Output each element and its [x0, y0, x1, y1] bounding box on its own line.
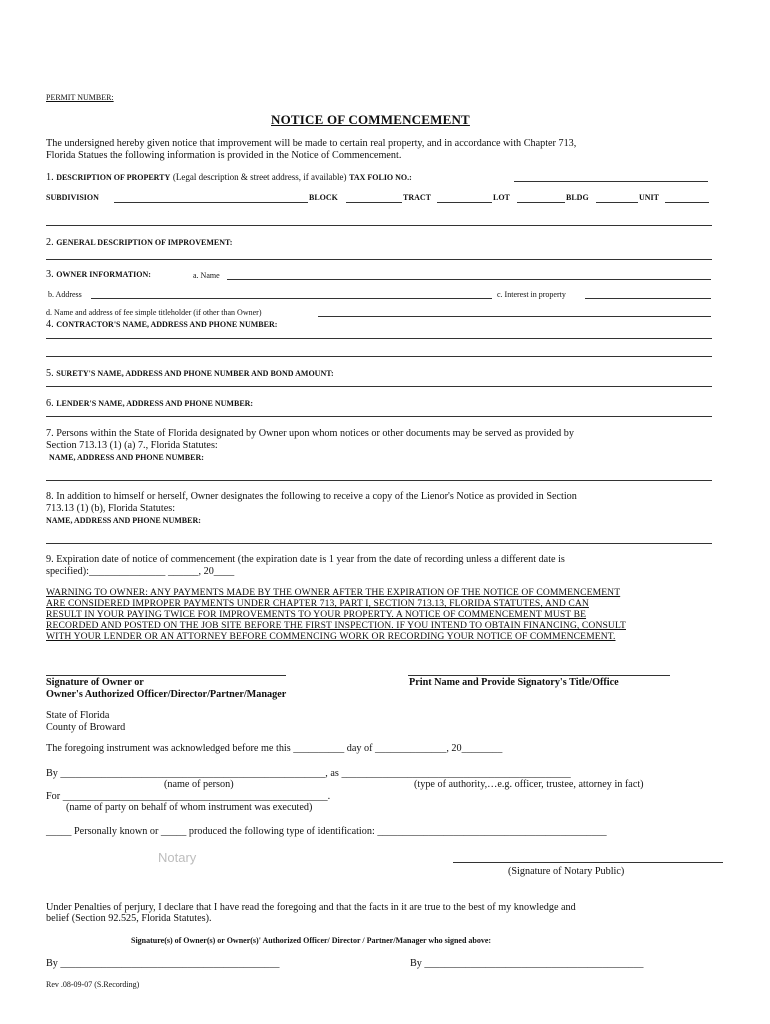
- page-title: NOTICE OF COMMENCEMENT: [271, 112, 470, 127]
- section-6-heading: [46, 398, 253, 409]
- section-9-text-2[interactable]: specified):_______________ ______, 20____: [46, 566, 235, 577]
- section-8-text-2: 713.13 (1) (b), Florida Statutes:: [46, 503, 176, 514]
- lienor-notice-field[interactable]: [46, 543, 712, 544]
- by-authority-line[interactable]: By ____________________________________________________, as _____________________________________________: [46, 768, 571, 779]
- type-of-authority-caption: (type of authority,…e.g. officer, trustee, attorney in fact): [414, 779, 644, 790]
- permit-number-label: PERMIT NUMBER:: [46, 93, 114, 102]
- section-3-number: 3.: [46, 269, 54, 280]
- section-7-text-1: 7. Persons within the State of Florida designated by Owner upon whom notices or other documents may be served as provided by: [46, 428, 574, 439]
- section-2-heading: [46, 237, 232, 248]
- owner-signature-field[interactable]: [46, 675, 286, 676]
- section-4-heading: [46, 319, 277, 330]
- section-2-number: 2.: [46, 237, 54, 248]
- titleholder-label: d. Name and address of fee simple titleholder (if other than Owner): [46, 308, 262, 317]
- intro-line-2: Florida Statues the following information is provided in the Notice of Commencement.: [46, 150, 402, 161]
- notary-seal-placeholder: Notary: [158, 850, 197, 865]
- print-name-field[interactable]: [408, 675, 670, 676]
- notary-signature-caption: (Signature of Notary Public): [508, 866, 625, 877]
- improvement-description-field[interactable]: [46, 259, 712, 260]
- section-5-heading: [46, 368, 334, 379]
- acknowledgement-line[interactable]: The foregoing instrument was acknowledged before me this __________ day of ______________, 20________: [46, 743, 503, 754]
- warning-line-4: RECORDED AND POSTED ON THE JOB SITE BEFORE THE FIRST INSPECTION. IF YOU INTEND TO OBTAIN FINANCING, CONSULT: [46, 620, 626, 631]
- block-label: BLOCK: [309, 193, 338, 202]
- owner-address-label: b. Address: [48, 290, 82, 299]
- designated-person-field[interactable]: [46, 480, 712, 481]
- unit-label: UNIT: [639, 193, 660, 202]
- section-1-note: (Legal description & street address, if available): [172, 172, 347, 182]
- owner-signature-label-2: Owner's Authorized Officer/Director/Partner/Manager: [46, 689, 287, 700]
- section-3-label: OWNER INFORMATION:: [56, 270, 151, 279]
- notary-signature-field[interactable]: [453, 862, 723, 863]
- owner-by-line-left[interactable]: By ___________________________________________: [46, 958, 280, 969]
- lot-label: LOT: [493, 193, 510, 202]
- owner-name-label: a. Name: [193, 271, 220, 280]
- lot-field[interactable]: [517, 202, 565, 203]
- owner-name-field[interactable]: [227, 279, 711, 280]
- block-field[interactable]: [346, 202, 402, 203]
- section-2-label: GENERAL DESCRIPTION OF IMPROVEMENT:: [56, 238, 233, 247]
- contractor-field-2[interactable]: [46, 356, 712, 357]
- section-1-number: 1.: [46, 172, 54, 183]
- identification-line[interactable]: _____ Personally known or _____ produced the following type of identification: _____________________________________________: [46, 826, 607, 837]
- owner-signature-label-1: Signature of Owner or: [46, 677, 144, 688]
- bldg-field[interactable]: [596, 202, 638, 203]
- bldg-label: BLDG: [566, 193, 589, 202]
- surety-field[interactable]: [46, 386, 712, 387]
- warning-line-5: WITH YOUR LENDER OR AN ATTORNEY BEFORE COMMENCING WORK OR RECORDING YOUR NOTICE OF COMMENCEMENT.: [46, 631, 616, 642]
- for-party-line[interactable]: For ____________________________________________________.: [46, 791, 331, 802]
- unit-field[interactable]: [665, 202, 709, 203]
- intro-line-1: The undersigned hereby given notice that improvement will be made to certain real property, and in accordance with Chapter 713,: [46, 138, 577, 149]
- perjury-line-1: Under Penalties of perjury, I declare that I have read the foregoing and that the facts in it are true to the best of my knowledge and: [46, 902, 576, 913]
- section-5-number: 5.: [46, 368, 54, 379]
- section-8-label: NAME, ADDRESS AND PHONE NUMBER:: [46, 516, 201, 525]
- name-of-party-caption: (name of party on behalf of whom instrument was executed): [66, 802, 313, 813]
- section-7-text-2: Section 713.13 (1) (a) 7., Florida Statutes:: [46, 440, 218, 451]
- section-9-text-1: 9. Expiration date of notice of commencement (the expiration date is 1 year from the date of recording unless a different date is: [46, 554, 565, 565]
- name-of-person-caption: (name of person): [164, 779, 234, 790]
- section-1-heading: [46, 172, 412, 183]
- warning-line-2: ARE CONSIDERED IMPROPER PAYMENTS UNDER CHAPTER 713, PART I, SECTION 713.13, FLORIDA STATUTES, AND CAN: [46, 598, 589, 609]
- subdivision-label: SUBDIVISION: [46, 193, 99, 202]
- revision-footer: Rev .08-09-07 (S.Recording): [46, 980, 140, 989]
- tract-label: TRACT: [403, 193, 432, 202]
- titleholder-field[interactable]: [318, 316, 711, 317]
- warning-line-1: WARNING TO OWNER: ANY PAYMENTS MADE BY THE OWNER AFTER THE EXPIRATION OF THE NOTICE OF COMMENCEMENT: [46, 587, 621, 598]
- subdivision-field[interactable]: [114, 202, 308, 203]
- print-name-label: Print Name and Provide Signatory's Title/Office: [409, 677, 619, 688]
- interest-in-property-label: c. Interest in property: [497, 290, 566, 299]
- tax-folio-field[interactable]: [514, 181, 708, 182]
- tract-field[interactable]: [437, 202, 492, 203]
- perjury-line-2: belief (Section 92.525, Florida Statutes).: [46, 913, 212, 924]
- owner-by-line-right[interactable]: By ___________________________________________: [410, 958, 644, 969]
- owner-address-field[interactable]: [91, 298, 492, 299]
- section-7-label: NAME, ADDRESS AND PHONE NUMBER:: [49, 453, 204, 462]
- county-label: County of Broward: [46, 722, 126, 733]
- section-8-text-1: 8. In addition to himself or herself, Owner designates the following to receive a copy of the Lienor's Notice as provided in Section: [46, 491, 577, 502]
- section-3-heading: [46, 269, 151, 280]
- section-6-label: LENDER'S NAME, ADDRESS AND PHONE NUMBER:: [56, 399, 254, 408]
- section-4-label: CONTRACTOR'S NAME, ADDRESS AND PHONE NUMBER:: [56, 320, 278, 329]
- tax-folio-label: TAX FOLIO NO.:: [349, 173, 412, 182]
- contractor-field-1[interactable]: [46, 338, 712, 339]
- state-label: State of Florida: [46, 710, 110, 721]
- section-4-number: 4.: [46, 319, 54, 330]
- section-6-number: 6.: [46, 398, 54, 409]
- section-5-label: SURETY'S NAME, ADDRESS AND PHONE NUMBER AND BOND AMOUNT:: [56, 369, 334, 378]
- warning-line-3: RESULT IN YOUR PAYING TWICE FOR IMPROVEMENTS TO YOUR PROPERTY. A NOTICE OF COMMENCEMENT MUST BE: [46, 609, 587, 620]
- signed-above-heading: Signature(s) of Owner(s) or Owner(s)' Authorized Officer/ Director / Partner/Manager who signed above:: [131, 936, 492, 945]
- interest-in-property-field[interactable]: [585, 298, 711, 299]
- section-1-label: DESCRIPTION OF PROPERTY: [56, 173, 171, 182]
- lender-field[interactable]: [46, 416, 712, 417]
- property-extra-line[interactable]: [46, 225, 712, 226]
